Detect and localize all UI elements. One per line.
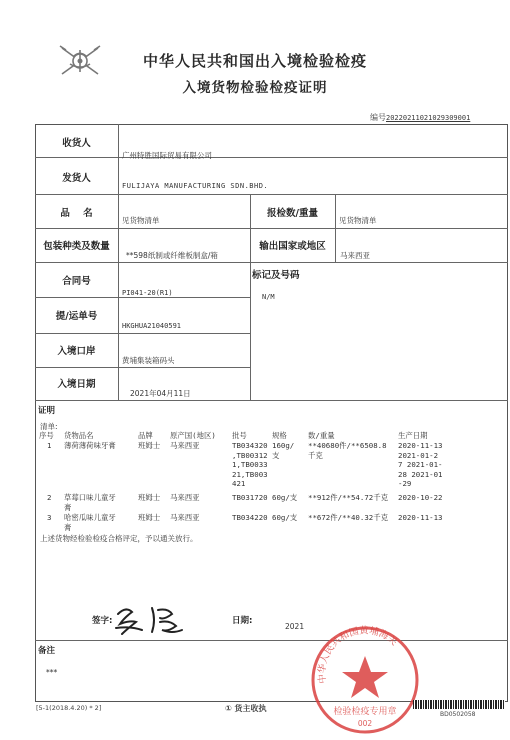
- consignee-value: 广州特胜国际贸易有限公司: [122, 151, 212, 160]
- row-2-qty: **912件/**54.72千克: [308, 493, 389, 502]
- signature-label: 签字:: [92, 616, 113, 626]
- marks-label: 标记及号码: [252, 270, 300, 281]
- row-1-brand: 班姆士: [138, 441, 161, 450]
- row-2-brand: 班姆士: [138, 493, 161, 502]
- origin-value: 马来西亚: [340, 251, 370, 260]
- divider: [35, 333, 250, 334]
- row-3-origin: 马来西亚: [170, 513, 200, 522]
- entry-date-label: 入境日期: [57, 379, 96, 390]
- row-3-qty: **672件/**40.32千克: [308, 513, 389, 522]
- column-header: 品牌: [138, 431, 153, 440]
- column-header: 货物品名: [64, 431, 94, 440]
- marks-value: N/M: [262, 293, 275, 301]
- date-label: 日期:: [232, 616, 253, 626]
- barcode-number: BD0502058: [440, 711, 476, 718]
- row-2-no: 2: [47, 493, 52, 502]
- package-label: 包装种类及数量: [43, 241, 110, 252]
- divider: [250, 194, 251, 400]
- row-3-date: 2020-11-13: [398, 513, 443, 522]
- row-3-brand: 班姆士: [138, 513, 161, 522]
- serial-label: 编号: [370, 113, 386, 122]
- handwritten-signature: [112, 600, 192, 640]
- contract-value: PI041-20(R1): [122, 289, 173, 297]
- barcode: [413, 700, 505, 709]
- official-seal-stamp: [305, 620, 425, 740]
- entry-port-value: 黄埔集装箱码头: [122, 356, 175, 365]
- row-1-origin: 马来西亚: [170, 441, 200, 450]
- row-3-no: 3: [47, 513, 52, 522]
- serial-number: [370, 112, 470, 123]
- document-subtitle: 入境货物检验检疫证明: [182, 80, 328, 96]
- release-statement: 上述货物经检验检疫合格评定，予以通关放行。: [40, 534, 198, 543]
- divider: [35, 400, 508, 401]
- proof-label: 证明: [38, 406, 56, 416]
- column-header: 序号: [39, 431, 54, 440]
- row-3-batch: TB034220: [232, 513, 268, 522]
- divider: [35, 297, 250, 298]
- entry-date-value: 2021年04月11日: [130, 389, 191, 398]
- row-1-no: 1: [47, 441, 52, 450]
- divider: [35, 367, 250, 368]
- divider: [35, 228, 508, 229]
- row-2-origin: 马来西亚: [170, 493, 200, 502]
- divider: [35, 640, 508, 641]
- row-2-batch: TB031720: [232, 493, 268, 502]
- list-label: 清单:: [40, 422, 58, 431]
- form-code: [5-1(2018.4.20) * 2]: [36, 704, 102, 712]
- sign-year: 2021: [285, 622, 305, 631]
- row-2-name: 草莓口味儿童牙 膏: [64, 493, 116, 512]
- entry-port-label: 入境口岸: [57, 346, 96, 357]
- row-1-batch: TB034320 ,TB00312 1,TB0033 21,TB003 421: [232, 441, 268, 488]
- column-header: 生产日期: [398, 431, 428, 440]
- goods-name-label: 品 名: [60, 208, 93, 219]
- column-header: 数/重量: [308, 431, 335, 440]
- package-value: **598纸制或纤维板制盒/箱: [126, 251, 218, 260]
- document-title: 中华人民共和国出入境检验检疫: [142, 52, 367, 70]
- consignee-label: 收货人: [62, 138, 91, 149]
- row-3-spec: 60g/支: [272, 513, 298, 522]
- serial-value: 20220211021029309001: [386, 114, 471, 122]
- divider: [35, 157, 508, 158]
- quantity-value: 见货物清单: [339, 216, 377, 225]
- remarks-label: 备注: [38, 646, 56, 656]
- svg-text:中华人民共和国黄埔海关: 中华人民共和国黄埔海关: [316, 625, 400, 685]
- bill-of-lading-value: HKGHUA21040591: [122, 322, 182, 330]
- divider: [35, 262, 508, 263]
- column-header: 规格: [272, 431, 287, 440]
- column-header: 批号: [232, 431, 247, 440]
- divider: [35, 194, 508, 195]
- divider: [118, 124, 119, 400]
- origin-label: 输出国家或地区: [259, 241, 326, 252]
- bill-of-lading-label: 提/运单号: [55, 311, 98, 322]
- quantity-label: 报检数/重量: [267, 208, 318, 219]
- row-1-date: 2020-11-13 2021-01-2 7 2021-01- 28 2021-01 -29: [398, 441, 443, 488]
- goods-name-value: 见货物清单: [122, 216, 160, 225]
- row-2-date: 2020-10-22: [398, 493, 443, 502]
- copy-label: ① 货主收执: [225, 704, 267, 713]
- row-1-spec: 160g/ 支: [272, 441, 295, 460]
- svg-text:检验检疫专用章: 检验检疫专用章: [333, 707, 397, 717]
- column-header: 原产国(地区): [170, 431, 216, 440]
- svg-text:002: 002: [357, 719, 373, 728]
- consignor-value: FULIJAYA MANUFACTURING SDN.BHD.: [122, 182, 269, 190]
- contract-label: 合同号: [62, 276, 91, 287]
- row-1-qty: **40680件/**6508.8 千克: [308, 441, 387, 460]
- row-3-name: 哈密瓜味儿童牙 膏: [64, 513, 116, 532]
- row-2-spec: 60g/支: [272, 493, 298, 502]
- row-1-name: 薄荷薄荷味牙膏: [64, 441, 116, 450]
- remarks-value: ***: [46, 668, 58, 677]
- consignor-label: 发货人: [62, 173, 91, 184]
- divider: [335, 194, 336, 262]
